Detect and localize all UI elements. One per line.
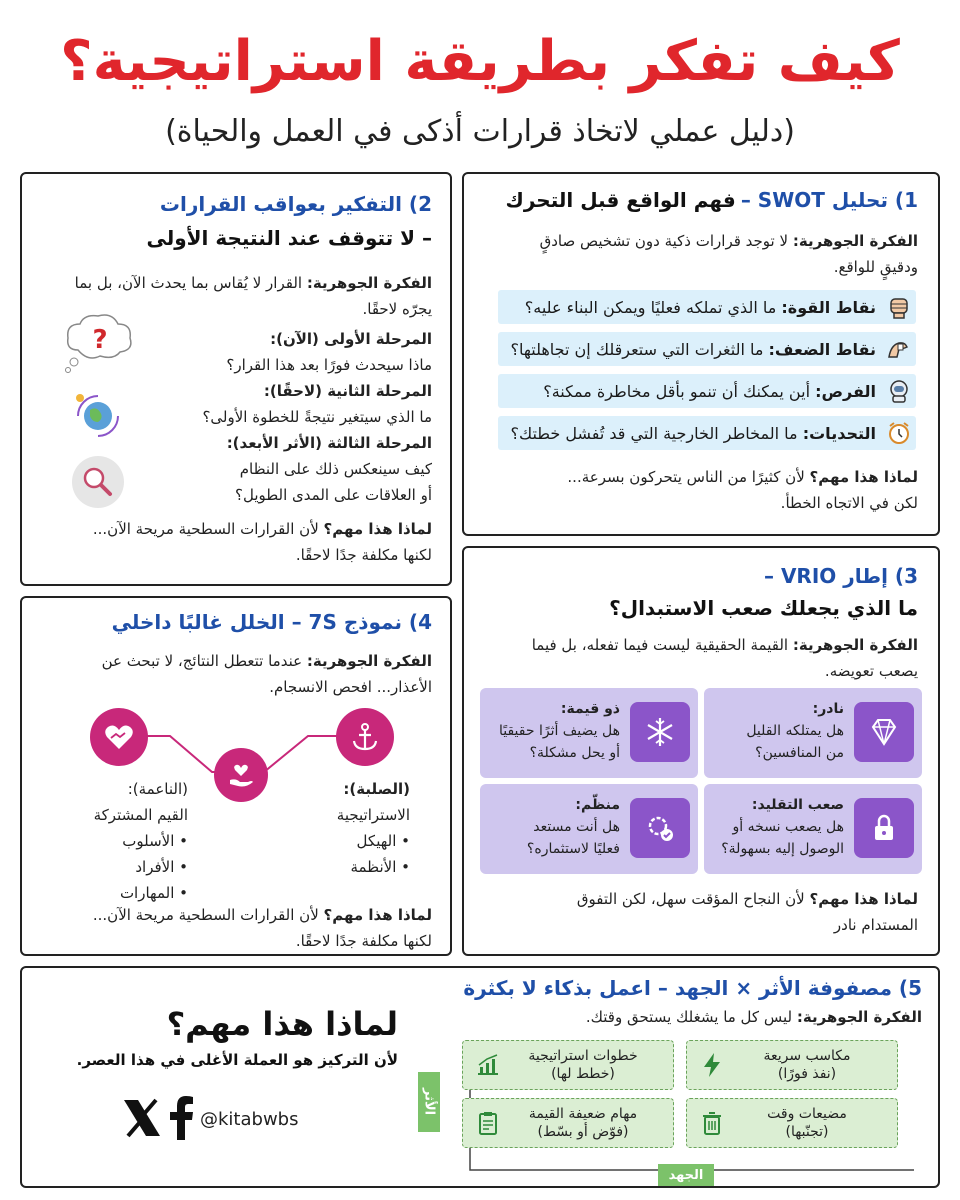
vrio-organized-line1: هل أنت مستعد xyxy=(533,819,620,835)
matrix-core-label: الفكرة الجوهرية: xyxy=(796,1008,922,1026)
stage3-text-1: كيف سينعكس ذلك على النظام xyxy=(239,460,432,478)
handshake-heart-icon xyxy=(90,708,148,766)
model7s-why-text-2: لكنها مكلفة جدًا لاحقًا. xyxy=(295,932,432,950)
vrio-inimitable-line1: هل يصعب نسخه أو xyxy=(732,819,844,835)
hard-item: • الأنظمة xyxy=(350,858,410,876)
vrio-card-value xyxy=(480,688,698,778)
stage2-label: المرحلة الثانية (لاحقًا): xyxy=(263,382,432,400)
matrix-strategic-steps: خطوات استراتيجية (خطط لها) xyxy=(462,1040,674,1090)
vrio-section xyxy=(462,546,940,956)
page-title: كيف تفكر بطريقة استراتيجية؟ xyxy=(60,29,900,94)
vrio-rare-line1: هل يمتلكه القليل xyxy=(746,723,844,739)
swot-weakness-text: ما الثغرات التي ستعرقلك إن تجاهلتها؟ xyxy=(510,339,764,359)
vrio-core-text-2: يصعب تعويضه. xyxy=(824,662,918,680)
model7s-core-label: الفكرة الجوهرية: xyxy=(306,652,432,670)
swot-threat-strip xyxy=(498,416,916,450)
consequences-why-text-2: لكنها مكلفة جدًا لاحقًا. xyxy=(295,546,432,564)
globe-cycle-icon xyxy=(70,388,126,448)
astronaut-icon xyxy=(882,374,916,408)
vrio-subtitle: ما الذي يجعلك صعب الاستبدال؟ xyxy=(609,596,918,620)
stage1-text: ماذا سيحدث فورًا بعد هذا القرار؟ xyxy=(226,356,432,374)
consequences-title: 2) التفكير بعواقب القرارات xyxy=(159,192,432,216)
soft-item: • الأسلوب xyxy=(122,832,188,850)
trash-icon xyxy=(697,1108,727,1138)
arm-bandage-icon xyxy=(882,332,916,366)
swot-strength-strip xyxy=(498,290,916,324)
axis-x-label: الجهد xyxy=(658,1164,714,1186)
model7s-why-text-1: لأن القرارات السطحية مريحة الآن... xyxy=(92,906,319,924)
lightning-icon xyxy=(697,1050,727,1080)
facebook-icon xyxy=(168,1096,194,1144)
consequences-core-label: الفكرة الجوهرية: xyxy=(306,274,432,292)
swot-why-text-2: لكن في الاتجاه الخطأ. xyxy=(780,494,918,512)
magnifier-icon xyxy=(70,454,126,514)
hand-heart-icon xyxy=(214,748,268,802)
vrio-card-rare xyxy=(704,688,922,778)
social-handle[interactable]: @kitabwbs xyxy=(200,1109,299,1130)
consequences-why-label: لماذا هذا مهم؟ xyxy=(323,520,432,538)
hard-item: • الهيكل xyxy=(356,832,410,850)
stage2-text: ما الذي سيتغير نتيجةً للخطوة الأولى؟ xyxy=(202,408,432,426)
matrix-time-wasters: مضيعات وقت (تجنّبها) xyxy=(686,1098,898,1148)
matrix-quick-wins: مكاسب سريعة (نفذ فورًا) xyxy=(686,1040,898,1090)
vrio-why-text-2: المستدام نادر xyxy=(833,916,918,934)
model7s-core-text-2: الأعذار... افحص الانسجام. xyxy=(269,678,432,696)
matrix-section xyxy=(20,966,940,1188)
anchor-icon xyxy=(336,708,394,766)
clock-alarm-icon xyxy=(882,416,916,450)
vrio-why-label: لماذا هذا مهم؟ xyxy=(809,890,918,908)
vrio-why-text-1: لأن النجاح المؤقت سهل، لكن التفوق xyxy=(576,890,805,908)
stage3-text-2: أو العلاقات على المدى الطويل؟ xyxy=(235,486,432,504)
consequences-why-text-1: لأن القرارات السطحية مريحة الآن... xyxy=(92,520,319,538)
swot-subtitle: فهم الواقع قبل التحرك xyxy=(505,188,736,212)
vrio-core-label: الفكرة الجوهرية: xyxy=(792,636,918,654)
vrio-rare-head: نادر: xyxy=(812,701,844,717)
consequences-core-text-2: يجرّه لاحقًا. xyxy=(362,300,432,318)
vrio-rare-line2: من المنافسين؟ xyxy=(755,745,844,761)
page-subtitle: (دليل عملي لاتخاذ قرارات أذكى في العمل والحياة) xyxy=(165,114,795,149)
soft-item: • الأفراد xyxy=(135,858,188,876)
swot-strength-label: نقاط القوة: xyxy=(781,297,876,317)
vrio-core-text-1: القيمة الحقيقية ليست فيما تفعله، بل فيما xyxy=(531,636,789,654)
swot-title: 1) تحليل SWOT – xyxy=(740,188,918,212)
x-logo-icon xyxy=(120,1096,164,1144)
swot-weakness-strip xyxy=(498,332,916,366)
swot-opportunity-text: أين يمكنك أن تنمو بأقل مخاطرة ممكنة؟ xyxy=(543,381,811,401)
vrio-inimitable-line2: الوصول إليه بسهولة؟ xyxy=(721,841,844,857)
swot-strength-text: ما الذي تملكه فعليًا ويمكن البناء عليه؟ xyxy=(524,297,777,317)
swot-weakness-label: نقاط الضعف: xyxy=(768,339,876,359)
vrio-value-head: ذو قيمة: xyxy=(560,701,620,717)
consequences-core-text-1: القرار لا يُقاس بما يحدث الآن، بل بما xyxy=(74,274,303,292)
swot-why-label: لماذا هذا مهم؟ xyxy=(809,468,918,486)
soft-item: • المهارات xyxy=(119,884,188,902)
diamond-icon xyxy=(854,702,914,762)
vrio-title: 3) إطار VRIO – xyxy=(763,564,918,588)
clipboard-icon xyxy=(473,1108,503,1138)
matrix-core-text: ليس كل ما يشغلك يستحق وقتك. xyxy=(585,1008,793,1026)
model7s-section xyxy=(20,596,452,956)
model7s-core-text-1: عندما تتعطل النتائج، لا تبحث عن xyxy=(101,652,303,670)
why-text: لأن التركيز هو العملة الأغلى في هذا العصر. xyxy=(76,1051,398,1069)
thought-question-icon xyxy=(62,310,138,378)
stage3-label: المرحلة الثالثة (الأثر الأبعد): xyxy=(226,434,432,452)
hard-item: الاستراتيجية xyxy=(336,806,410,824)
hard-title: (الصلبة): xyxy=(343,780,410,798)
swot-core-label: الفكرة الجوهرية: xyxy=(792,232,918,250)
vrio-organized-line2: فعليًا لاستثماره؟ xyxy=(526,841,620,857)
soft-item: القيم المشتركة xyxy=(93,806,188,824)
vrio-value-line2: أو يحل مشكلة؟ xyxy=(529,745,620,761)
gear-check-icon xyxy=(630,798,690,858)
vrio-card-inimitable xyxy=(704,784,922,874)
model7s-why-label: لماذا هذا مهم؟ xyxy=(323,906,432,924)
swot-threat-text: ما المخاطر الخارجية التي قد تُفشل خطتك؟ xyxy=(510,423,798,443)
why-title: لماذا هذا مهم؟ xyxy=(166,1005,398,1043)
growth-chart-icon xyxy=(473,1050,503,1080)
lock-icon xyxy=(854,798,914,858)
swot-opportunity-strip xyxy=(498,374,916,408)
soft-title: (الناعمة): xyxy=(127,780,188,798)
swot-section xyxy=(462,172,940,536)
matrix-low-value: مهام ضعيفة القيمة (فوّض أو بسّط) xyxy=(462,1098,674,1148)
consequences-subtitle: – لا تتوقف عند النتيجة الأولى xyxy=(146,226,432,250)
matrix-title: 5) مصفوفة الأثر × الجهد – اعمل بذكاء لا بكثرة xyxy=(463,976,922,1000)
axis-y-label: الأثر xyxy=(418,1072,440,1132)
swot-why-text-1: لأن كثيرًا من الناس يتحركون بسرعة... xyxy=(567,468,805,486)
stage1-label: المرحلة الأولى (الآن): xyxy=(270,330,432,348)
vrio-organized-head: منظّم: xyxy=(575,797,620,813)
swot-threat-label: التحديات: xyxy=(802,423,876,443)
svg-text:?: ? xyxy=(92,325,108,355)
model7s-title: 4) نموذج 7S – الخلل غالبًا داخلي xyxy=(111,610,432,634)
fist-icon xyxy=(882,290,916,324)
snowflake-icon xyxy=(630,702,690,762)
vrio-value-line1: هل يضيف أثرًا حقيقيًا xyxy=(498,723,620,739)
consequences-section xyxy=(20,172,452,586)
vrio-card-organized xyxy=(480,784,698,874)
swot-core-text-2: ودقيقٍ للواقع. xyxy=(833,258,918,276)
swot-core-text-1: لا توجد قرارات ذكية دون تشخيص صادقٍ xyxy=(539,232,789,250)
swot-opportunity-label: الفرص: xyxy=(815,381,876,401)
vrio-inimitable-head: صعب التقليد: xyxy=(751,797,844,813)
